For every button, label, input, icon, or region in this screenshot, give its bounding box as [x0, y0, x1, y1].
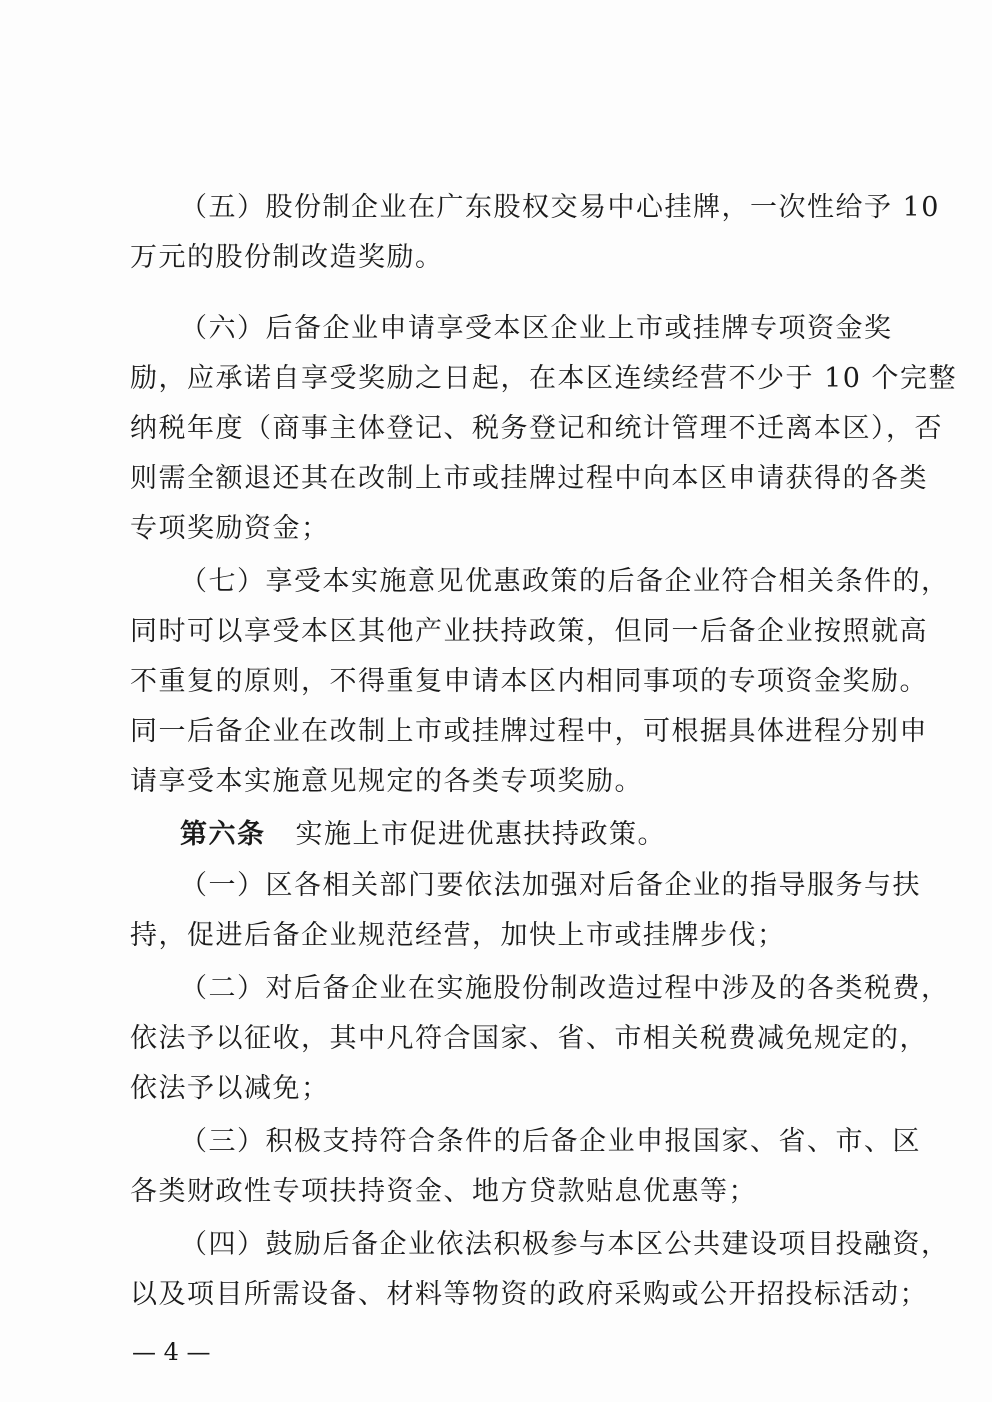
paragraph-line: 万元的股份制改造奖励。	[130, 242, 444, 273]
article-label: 第六条	[180, 819, 266, 850]
article-heading	[180, 811, 865, 859]
paragraph-line: 持，促进后备企业规范经营，加快上市或挂牌步伐；	[130, 920, 786, 951]
paragraph-line: 各类财政性专项扶持资金、地方贷款贴息优惠等；	[130, 1176, 757, 1207]
paragraph-line: （三）积极支持符合条件的后备企业申报国家、省、市、区	[180, 1126, 921, 1157]
paragraph-line: （四）鼓励后备企业依法积极参与本区公共建设项目投融资，	[180, 1229, 950, 1260]
paragraph-line: （一）区各相关部门要依法加强对后备企业的指导服务与扶	[180, 870, 921, 901]
paragraph-line: 以及项目所需设备、材料等物资的政府采购或公开招投标活动；	[130, 1279, 928, 1310]
paragraph-line: 依法予以减免；	[130, 1073, 330, 1104]
paragraph-line: 纳税年度（商事主体登记、税务登记和统计管理不迁离本区），否	[130, 413, 943, 444]
paragraph-line: 励，应承诺自享受奖励之日起，在本区连续经营不少于 10 个完整	[130, 363, 958, 394]
paragraph-line: 则需全额退还其在改制上市或挂牌过程中向本区申请获得的各类	[130, 463, 928, 494]
page-number: — 4 —	[132, 1338, 211, 1366]
paragraph-line: （七）享受本实施意见优惠政策的后备企业符合相关条件的，	[180, 566, 950, 597]
paragraph-line: （五）股份制企业在广东股权交易中心挂牌，一次性给予 10	[180, 192, 940, 223]
paragraph-line: （六）后备企业申请享受本区企业上市或挂牌专项资金奖	[180, 313, 893, 344]
article-title: 实施上市促进优惠扶持政策。	[295, 819, 666, 850]
paragraph-line: 请享受本实施意见规定的各类专项奖励。	[130, 766, 643, 797]
paragraph-line: 不重复的原则，不得重复申请本区内相同事项的专项资金奖励。	[130, 666, 928, 697]
paragraph-line: 专项奖励资金；	[130, 513, 330, 544]
paragraph-line: 同一后备企业在改制上市或挂牌过程中，可根据具体进程分别申	[130, 716, 928, 747]
paragraph-line: 同时可以享受本区其他产业扶持政策，但同一后备企业按照就高	[130, 616, 928, 647]
paragraph-line: 依法予以征收，其中凡符合国家、省、市相关税费减免规定的，	[130, 1023, 928, 1054]
paragraph-line: （二）对后备企业在实施股份制改造过程中涉及的各类税费，	[180, 973, 950, 1004]
